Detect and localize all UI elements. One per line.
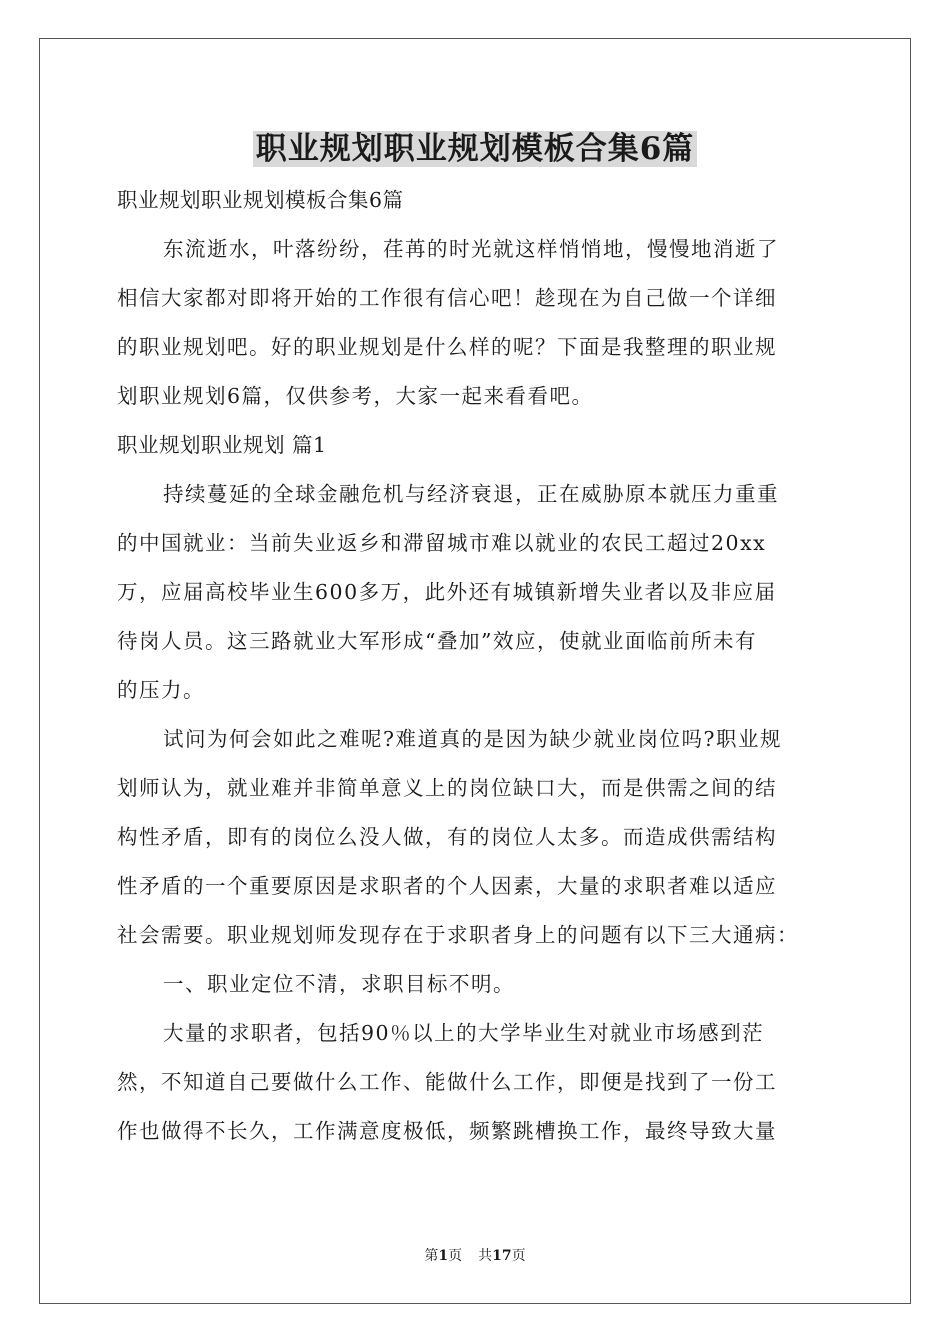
footer-total-prefix: 共 bbox=[478, 1248, 493, 1264]
paragraph-line: 性矛盾的一个重要原因是求职者的个人因素，大量的求职者难以适应 bbox=[117, 874, 777, 898]
paragraph-line: 待岗人员。这三路就业大军形成“叠加”效应，使就业面临前所未有 bbox=[117, 629, 757, 653]
paragraph-line: 社会需要。职业规划师发现存在于求职者身上的问题有以下三大通病： bbox=[117, 923, 799, 947]
page-footer bbox=[0, 1246, 950, 1266]
paragraph-1 bbox=[117, 470, 833, 715]
subtitle-block bbox=[117, 176, 833, 225]
section-heading: 职业规划职业规划 篇1 bbox=[117, 433, 327, 457]
document-title-text: 职业规划职业规划模板合集6篇 bbox=[253, 131, 698, 167]
paragraph-line: 大量的求职者，包括90％以上的大学毕业生对就业市场感到茫 bbox=[163, 1021, 765, 1045]
paragraph-line: 试问为何会如此之难呢?难道真的是因为缺少就业岗位吗?职业规 bbox=[163, 727, 782, 751]
paragraph-line: 然，不知道自己要做什么工作、能做什么工作，即便是找到了一份工 bbox=[117, 1070, 777, 1094]
footer-page-suffix: 页 bbox=[448, 1248, 463, 1264]
paragraph-line: 作也做得不长久，工作满意度极低，频繁跳槽换工作，最终导致大量 bbox=[117, 1119, 777, 1143]
intro-paragraph bbox=[117, 225, 833, 421]
paragraph-line: 持续蔓延的全球金融危机与经济衰退，正在威胁原本就压力重重 bbox=[163, 482, 779, 506]
intro-line: 的职业规划吧。好的职业规划是什么样的呢？下面是我整理的职业规 bbox=[117, 335, 777, 359]
intro-line: 相信大家都对即将开始的工作很有信心吧！趁现在为自己做一个详细 bbox=[117, 286, 777, 310]
paragraph-line: 万，应届高校毕业生600多万，此外还有城镇新增失业者以及非应届 bbox=[117, 580, 777, 604]
intro-line: 划职业规划6篇，仅供参考，大家一起来看看吧。 bbox=[117, 384, 594, 408]
footer-total-suffix: 页 bbox=[511, 1248, 526, 1264]
document-body bbox=[117, 176, 833, 1156]
paragraph-line: 的压力。 bbox=[117, 678, 205, 702]
paragraph-3 bbox=[117, 1009, 833, 1156]
intro-line: 东流逝水，叶落纷纷，荏苒的时光就这样悄悄地，慢慢地消逝了 bbox=[163, 237, 779, 261]
footer-total-pages: 17 bbox=[492, 1248, 512, 1264]
document-title bbox=[0, 124, 950, 174]
point-1: 一、职业定位不清，求职目标不明。 bbox=[163, 972, 515, 996]
paragraph-2 bbox=[117, 715, 833, 960]
subtitle: 职业规划职业规划模板合集6篇 bbox=[117, 188, 404, 212]
footer-page-prefix: 第 bbox=[424, 1248, 439, 1264]
paragraph-line: 构性矛盾，即有的岗位么没人做，有的岗位人太多。而造成供需结构 bbox=[117, 825, 777, 849]
footer-page-number: 1 bbox=[438, 1248, 449, 1264]
paragraph-line: 划师认为，就业难并非简单意义上的岗位缺口大，而是供需之间的结 bbox=[117, 776, 777, 800]
paragraph-line: 的中国就业：当前失业返乡和滞留城市难以就业的农民工超过20xx bbox=[117, 531, 767, 555]
section-heading-block bbox=[117, 421, 833, 470]
point-1-block bbox=[117, 960, 833, 1009]
